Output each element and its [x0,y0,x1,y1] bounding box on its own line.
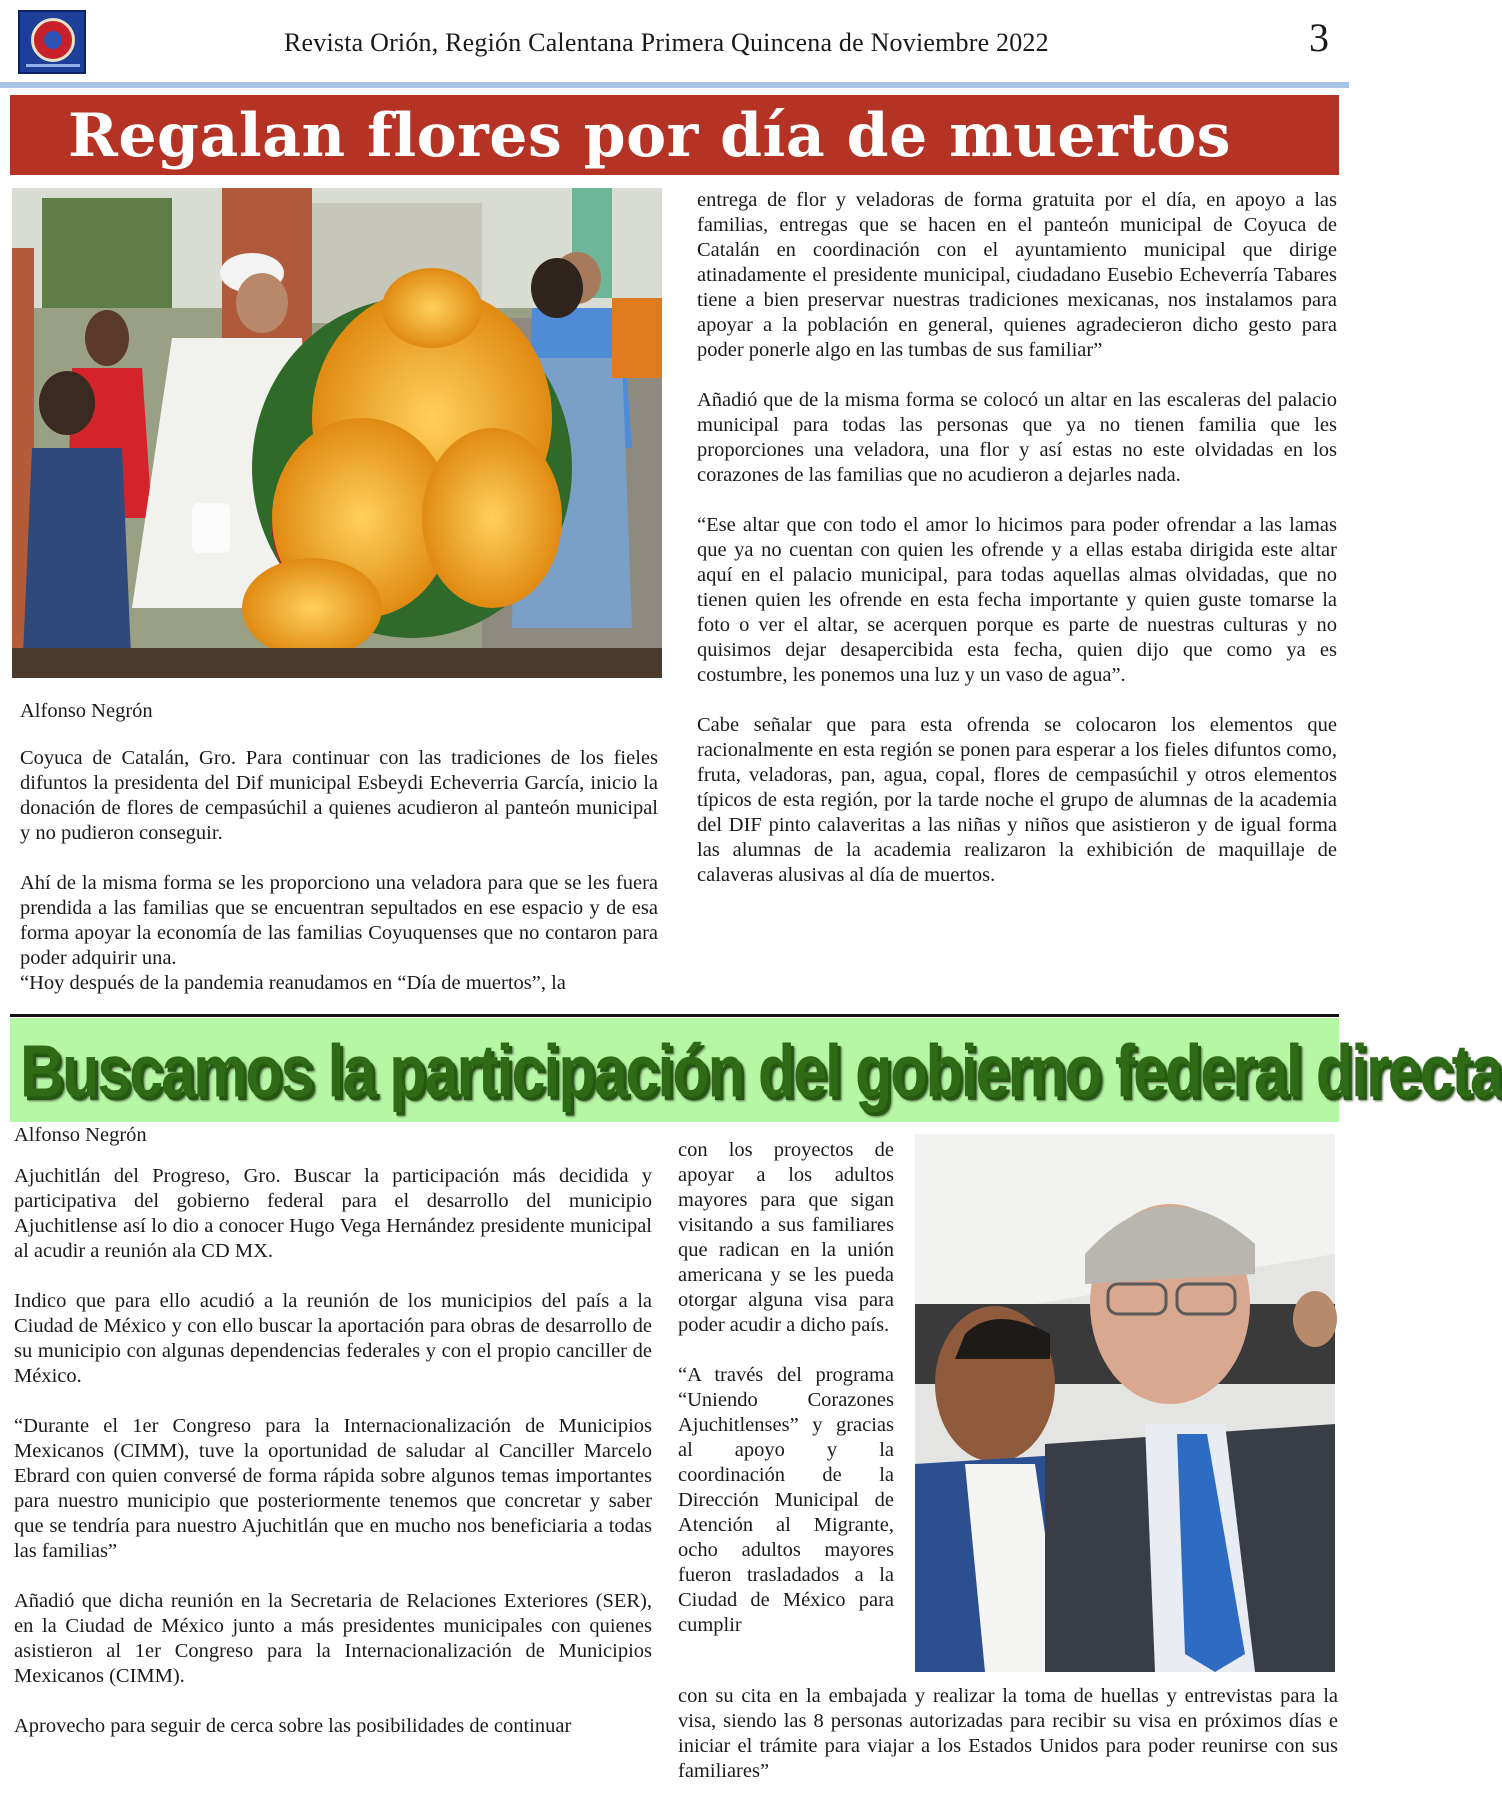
paragraph: Añadió que de la misma forma se colocó un altar en las escaleras del palacio municipal para todas las personas que ya no tienen familia que les proporciones una veladora, una flor y así estas no este olvidadas en los corazones de las familias que no acudieron a dejarles nada. [697,389,1337,486]
paragraph: Coyuca de Catalán, Gro. Para continuar con las tradiciones de los fieles difuntos la presidenta del Dif municipal Esbeydi Echeverria García, inicio la donación de flores de cempasúchil a quienes acudieron al panteón municipal y no pudieron conseguir. [20,747,658,844]
article1-byline: Alfonso Negrón [20,700,153,722]
article1-headline: Regalan flores por día de muertos [68,101,1232,171]
page-header [0,0,1349,92]
article2-headline-banner [10,1018,1502,1122]
article1-headline-banner [10,95,1339,175]
paragraph: Cabe señalar que para esta ofrenda se colocaron los elementos que racionalmente en esta región se ponen para esperar a los fieles difuntos como, fruta, veladoras, pan, agua, copal, flores de cempasúchil y otros elementos típicos de esta región, por la tarde noche el grupo de alumnas de la academia del DIF pinto calaveritas a las niñas y niños que asistieron y de igual forma las alumnas de la academia realizaron la exhibición de maquillaje de calaveras alusivas al día de muertos. [697,714,1337,886]
paragraph: con los proyectos de apoyar a los adultos mayores para que sigan visitando a sus familiares que radican en la unión americana y se les pueda otorgar alguna visa para poder acudir a dicho país. [678,1139,894,1336]
article2-headline: Buscamos la participación del gobierno federal directa [20,1029,1502,1113]
publication-line: Revista Orión, Región Calentana Primera Quincena de Noviembre 2022 [284,28,1049,57]
paragraph: Ahí de la misma forma se les proporciono una veladora para que se les fuera prendida a las familias que se encuentran sepultados en ese espacio y de esa forma apoyar la economía de las familias Coyuquenses que no contaron para poder adquirir una. [20,872,658,969]
paragraph: Aprovecho para seguir de cerca sobre las posibilidades de continuar [14,1715,572,1737]
article2-column-bottom [678,1684,1338,1784]
paragraph: “Durante el 1er Congreso para la Internacionalización de Municipios Mexicanos (CIMM), tuve la oportunidad de saludar al Canciller Marcelo Ebrard con quien conversé de forma rápida sobre algunos temas importantes para nuestro municipio que posteriormente tenemos que concretar y saber que se tendría para nuestro Ajuchitlán que en mucho nos beneficiaria a todas las familias” [14,1415,652,1562]
article1-column-right [697,188,1337,888]
paragraph: Ajuchitlán del Progreso, Gro. Buscar la participación más decidida y participativa del gobierno federal para el desarrollo del municipio Ajuchitlense así lo dio a conocer Hugo Vega Hernández presidente municipal al acudir a reunión ala CD MX. [14,1165,652,1262]
article2-column-left [14,1164,652,1739]
header-divider [0,82,1349,88]
paragraph: “A través del programa “Uniendo Corazones Ajuchitlenses” y gracias al apoyo y la coordinación de la Dirección Municipal de Atención al Migrante, ocho adultos mayores fueron trasladados a la Ciudad de México para cumplir [678,1364,894,1636]
paragraph: Añadió que dicha reunión en la Secretaria de Relaciones Exteriores (SER), en la Ciudad de México junto a más presidentes municipales con quienes asistieron al 1er Congreso para la Internacionalización de Municipios Mexicanos (CIMM). [14,1590,652,1687]
magazine-logo [18,10,86,74]
article2-column-narrow [678,1138,894,1638]
women-handing-out-cempasuchil-flowers-photo [12,188,662,678]
article1-column-left [20,746,658,996]
section-divider [10,1014,1339,1017]
page-number: 3 [1309,15,1329,60]
article2-byline: Alfonso Negrón [14,1124,147,1146]
two-men-selfie-photo [915,1134,1335,1672]
paragraph: Indico que para ello acudió a la reunión de los municipios del país a la Ciudad de México y con ello buscar la aportación para obras de desarrollo de su municipio con algunas dependencias federales y con el propio canciller de México. [14,1290,652,1387]
paragraph: “Ese altar que con todo el amor lo hicimos para poder ofrendar a las lamas que ya no cuentan con quien les ofrende y a ellas estaba dirigida este altar aquí en el palacio municipal, para todas aquellas almas olvidadas, que no tienen quien les ofrende en esta fecha importante y quien guste tomarse la foto o ver el altar, se acerquen porque es parte de nuestras culturas y no quisimos dejar desapercibida esta fecha, quien dijo que como ya es costumbre, les ponemos una luz y un vaso de agua”. [697,514,1337,686]
paragraph: entrega de flor y veladoras de forma gratuita por el día, en apoyo a las familias, entregas que se hacen en el panteón municipal de Coyuca de Catalán en coordinación con el ayuntamiento municipal que dirige atinadamente el presidente municipal, ciudadano Eusebio Echeverría Tabares tiene a bien preservar nuestras tradiciones mexicanas, nos instalamos para apoyar a la población en general, quienes agradecieron dicho gesto para poder ponerle algo en las tumbas de sus familiar” [697,189,1337,361]
paragraph: con su cita en la embajada y realizar la toma de huellas y entrevistas para la visa, siendo las 8 personas autorizadas para recibir su visa en próximos días e iniciar el trámite para viajar a los Estados Unidos para poder reunirse con sus familiares” [678,1685,1338,1782]
paragraph: “Hoy después de la pandemia reanudamos en “Día de muertos”, la [20,972,566,994]
